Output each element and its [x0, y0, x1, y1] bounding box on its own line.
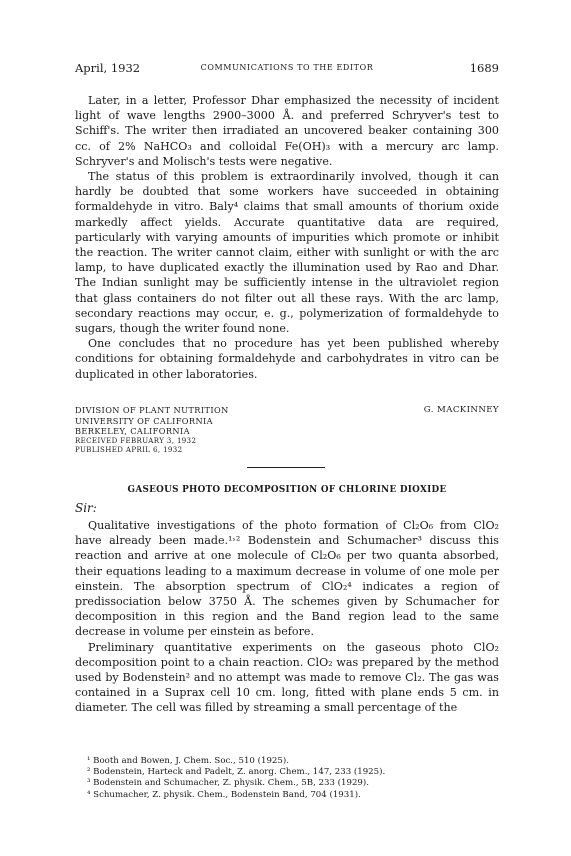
author-name: G. MACKINNEY: [423, 405, 499, 415]
received-date: RECEIVED FEBRUARY 3, 1932: [75, 436, 197, 445]
footnote: ² Bodenstein, Harteck and Padelt, Z. anorg. Chem., 147, 233 (1925).: [87, 767, 386, 778]
footnote: ¹ Booth and Bowen, J. Chem. Soc., 510 (1925).: [87, 756, 289, 766]
page-number: 1689: [469, 61, 499, 75]
footnote: ⁴ Schumacher, Z. physik. Chem., Bodenstein Band, 704 (1931).: [87, 789, 361, 800]
section-divider: [247, 467, 325, 468]
affiliation-line: BERKELEY, CALIFORNIA: [75, 426, 190, 437]
paragraph: The status of this problem is extraordinarily involved, though it can hardly be doubted that some workers have succeeded in obtaining formaldehyde in vitro. Baly⁴ claims that small amounts of thorium oxide markedly affect yields. Accurate quantitative data are required, particularly with varying amounts of impurities which promote or inhibit the reaction. The writer cannot claim, either with sunlight or with the arc lamp, to have duplicated exactly the illumination used by Rao and Dhar. The Indian sunlight may be sufficiently intense in the ultraviolet region that glass containers do not filter out all these rays. With the arc lamp, secondary reactions may occur, e. g., polymerization of formaldehyde to sugars, though the writer found none.: [75, 170, 499, 336]
affiliation-line: UNIVERSITY OF CALIFORNIA: [75, 415, 213, 426]
signature-block: [75, 405, 499, 455]
paragraph: Preliminary quantitative experiments on the gaseous photo ClO₂ decomposition point to a chain reaction. ClO₂ was prepared by the method used by Bodenstein² and no attempt was made to remove Cl₂. The gas was contained in a Suprax cell 10 cm. long, fitted with plane ends 5 cm. in diameter. The cell was filled by streaming a small percentage of the: [75, 640, 499, 715]
footnote: ³ Bodenstein and Schumacher, Z. physik. Chem., 5B, 233 (1929).: [87, 778, 369, 789]
header-date: April, 1932: [75, 61, 141, 75]
running-header: [75, 61, 499, 77]
footnotes: [75, 756, 499, 801]
affiliation-line: DIVISION OF PLANT NUTRITION: [75, 405, 229, 415]
article-title: GASEOUS PHOTO DECOMPOSITION OF CHLORINE DIOXIDE: [127, 485, 447, 495]
paragraph: One concludes that no procedure has yet been published whereby conditions for obtaining formaldehyde and carbohydrates in vitro can be duplicated in other laboratories.: [75, 337, 499, 381]
article-body: [75, 518, 499, 716]
salutation: Sir:: [75, 501, 97, 515]
letter-body: [75, 93, 499, 382]
paragraph: Later, in a letter, Professor Dhar emphasized the necessity of incident light of wave lengths 2900–3000 Å. and preferred Schryver's test to Schiff's. The writer then irradiated an uncovered beaker containing 300 cc. of 2% NaHCO₃ and colloidal Fe(OH)₃ with a mercury arc lamp. Schryver's and Molisch's tests were negative.: [75, 94, 499, 168]
header-section-title: COMMUNICATIONS TO THE EDITOR: [200, 63, 374, 72]
paragraph: Qualitative investigations of the photo formation of Cl₂O₆ from ClO₂ have already been made.¹˒² Bodenstein and Schumacher³ discuss this reaction and arrive at one molecule of Cl₂O₆ per two quanta absorbed, their equations leading to a maximum decrease in volume of one mole per einstein. The absorption spectrum of ClO₂⁴ indicates a region of predissociation below 3750 Å. The schemes given by Schumacher for decomposition in this region and the Band region lead to the same decrease in volume per einstein as before.: [75, 519, 499, 639]
published-date: PUBLISHED APRIL 6, 1932: [75, 445, 183, 454]
